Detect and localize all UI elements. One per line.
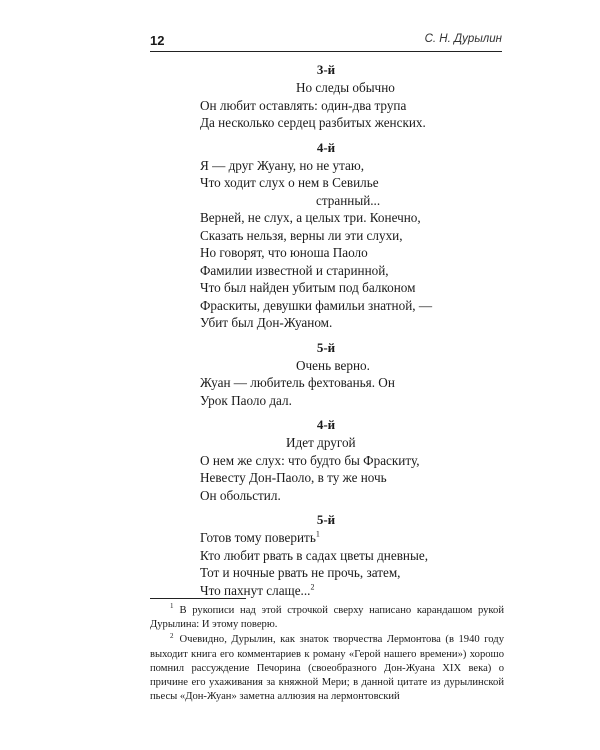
speaker-label: 5-й [316, 339, 336, 355]
verse-line [200, 262, 510, 280]
footnote-text: В рукописи над этой строчкой сверху написано карандашом рукой Дурылина: И этому поверю. [150, 605, 504, 631]
verse-line [200, 314, 510, 332]
verse-stanza [200, 529, 510, 599]
verse-stanza [200, 79, 510, 132]
verse-line-text: Но следы обычно [296, 80, 395, 95]
footnote-mark: 2 [170, 631, 174, 640]
verse-line-text: Фраскиты, девушки фамильи знатной, — [200, 297, 433, 313]
verse-line-text: Что пахнут слаще... [200, 582, 311, 598]
verse-line [200, 297, 510, 315]
verse-line-text: Он обольстил. [200, 487, 281, 503]
verse-line-text: Что был найден убитым под балконом [200, 280, 416, 295]
verse-line [200, 582, 510, 600]
verse-line-text: странный... [316, 192, 381, 208]
verse-line-text: Жуан — любитель фехтованья. Он [200, 375, 395, 390]
footnote [150, 604, 504, 632]
footnote-mark: 1 [170, 602, 174, 611]
footnote [150, 633, 504, 704]
verse-line [200, 244, 510, 262]
page-number: 12 [150, 33, 165, 48]
verse-line-text: Он любит оставлять: один-два трупа [200, 97, 407, 113]
verse-stanza [200, 157, 510, 332]
footnote-text: Очевидно, Дурылин, как знаток творчества Лермонтова (в 1940 году выходит книга его комментариев к роману «Герой нашего времени») хорошо помнил рассуждение Печорина (своеобразного Дон-Жуана XIX века) о причине его ухаживания за княжной Мери; в данной цитате из дурылинской пьесы «Дон-Жуан» заметна аллюзия на лермонтовский [150, 634, 504, 703]
verse-line [200, 114, 510, 132]
verse-line-text: Кто любит рвать в садах цветы дневные, [200, 547, 429, 563]
verse-line-text: Сказать нельзя, верны ли эти слухи, [200, 227, 403, 243]
verse-line-text: Но говорят, что юноша Паоло [200, 245, 368, 260]
page-header [150, 33, 502, 51]
header-rule [150, 51, 502, 52]
verse-line-text: Невесту Дон-Паоло, в ту же ночь [200, 470, 387, 485]
verse-line [200, 547, 510, 565]
running-head: С. Н. Дурылин [424, 33, 502, 45]
speaker-label: 3-й [316, 62, 336, 77]
footnotes [150, 604, 504, 705]
verse-line-text: Что ходит слух о нем в Севилье [200, 175, 379, 190]
speaker-label: 5-й [316, 512, 336, 527]
verse-line-text: Фамилии известной и старинной, [200, 262, 389, 278]
verse-line [200, 564, 510, 582]
verse-line [200, 452, 510, 470]
verse-stanza [200, 357, 510, 410]
footnote-ref[interactable]: 2 [310, 582, 315, 592]
verse-line [200, 174, 510, 192]
verse-line-text: Верней, не слух, а целых три. Конечно, [200, 210, 421, 225]
verse-line [200, 97, 510, 115]
verse-line [200, 487, 510, 505]
verse-line-text: Урок Паоло дал. [200, 392, 292, 408]
verse-line-text: Готов тому поверить [200, 530, 316, 545]
verse-line [200, 392, 510, 410]
verse-body [200, 60, 510, 605]
verse-line [200, 227, 510, 245]
verse-line-text: О нем же слух: что будто бы Фраскиту, [200, 452, 420, 468]
speaker-label: 4-й [316, 139, 336, 155]
verse-line [200, 529, 510, 547]
verse-line [200, 192, 510, 210]
footnote-ref[interactable]: 1 [315, 529, 320, 539]
verse-line [200, 469, 510, 487]
verse-line [200, 209, 510, 227]
verse-stanza [200, 434, 510, 504]
verse-line-text: Тот и ночные рвать не прочь, затем, [200, 565, 401, 580]
verse-line [200, 434, 510, 452]
verse-line [200, 357, 510, 375]
verse-line [200, 79, 510, 97]
speaker-label: 4-й [316, 417, 336, 432]
footnote-rule [150, 598, 246, 599]
verse-line [200, 157, 510, 175]
verse-line-text: Очень верно. [296, 357, 370, 373]
verse-line-text: Да несколько сердец разбитых женских. [200, 115, 426, 130]
verse-line-text: Идет другой [286, 435, 356, 450]
verse-line-text: Убит был Дон-Жуаном. [200, 315, 333, 330]
verse-line [200, 279, 510, 297]
verse-line-text: Я — друг Жуану, но не утаю, [200, 157, 365, 173]
verse-line [200, 374, 510, 392]
